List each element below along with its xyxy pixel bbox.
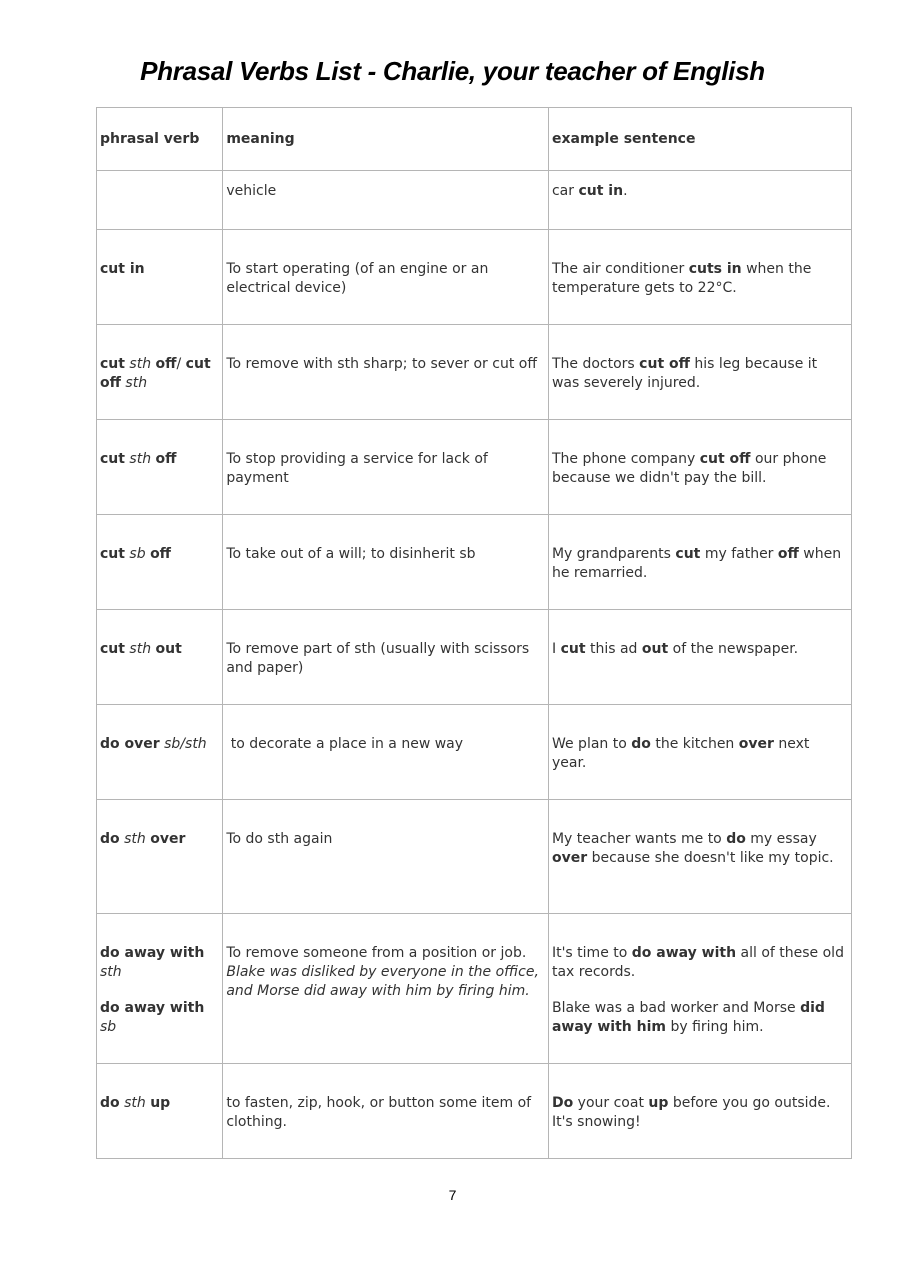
- verb-cell: [97, 171, 223, 230]
- example-cell: My grandparents cut my father off when he remarried.: [548, 515, 851, 610]
- example-cell: We plan to do the kitchen over next year.: [548, 705, 851, 800]
- meaning-cell: to decorate a place in a new way: [223, 705, 549, 800]
- meaning-cell: to fasten, zip, hook, or button some item of clothing.: [223, 1064, 549, 1159]
- meaning-cell: To do sth again: [223, 800, 549, 914]
- example-cell: It's time to do away with all of these old tax records. Blake was a bad worker and Morse did away with him by firing him.: [548, 914, 851, 1064]
- page-number: 7: [448, 1187, 457, 1203]
- example-cell: I cut this ad out of the newspaper.: [548, 610, 851, 705]
- verb-cell: cut sth out: [97, 610, 223, 705]
- meaning-cell: To remove part of sth (usually with scissors and paper): [223, 610, 549, 705]
- header-meaning: meaning: [223, 108, 549, 171]
- table-row: [97, 230, 852, 325]
- table-row: [97, 325, 852, 420]
- verb-cell: cut in: [97, 230, 223, 325]
- page-title: Phrasal Verbs List - Charlie, your teacher of English: [140, 56, 765, 86]
- header-example-sentence: example sentence: [548, 108, 851, 171]
- example-cell: The air conditioner cuts in when the temperature gets to 22°C.: [548, 230, 851, 325]
- verb-cell: do over sb/sth: [97, 705, 223, 800]
- example-cell: car cut in.: [548, 171, 851, 230]
- table-row: [97, 914, 852, 1064]
- meaning-cell: vehicle: [223, 171, 549, 230]
- verb-cell: do sth over: [97, 800, 223, 914]
- table-row: [97, 515, 852, 610]
- table-row: [97, 610, 852, 705]
- example-cell: My teacher wants me to do my essay over because she doesn't like my topic.: [548, 800, 851, 914]
- meaning-cell: To start operating (of an engine or an electrical device): [223, 230, 549, 325]
- example-cell: The doctors cut off his leg because it was severely injured.: [548, 325, 851, 420]
- table-row: [97, 800, 852, 914]
- verb-cell: cut sb off: [97, 515, 223, 610]
- table-row: [97, 705, 852, 800]
- example-cell: The phone company cut off our phone because we didn't pay the bill.: [548, 420, 851, 515]
- table-header-row: [97, 108, 852, 171]
- table-row: [97, 420, 852, 515]
- meaning-cell: To take out of a will; to disinherit sb: [223, 515, 549, 610]
- verb-cell: cut sth off/ cut off sth: [97, 325, 223, 420]
- meaning-cell: To stop providing a service for lack of payment: [223, 420, 549, 515]
- table-row: [97, 1064, 852, 1159]
- verb-cell: do sth up: [97, 1064, 223, 1159]
- example-cell: Do your coat up before you go outside. It's snowing!: [548, 1064, 851, 1159]
- phrasal-verbs-table: [96, 107, 852, 1159]
- meaning-cell: To remove with sth sharp; to sever or cut off: [223, 325, 549, 420]
- table-row: [97, 171, 852, 230]
- meaning-cell: To remove someone from a position or job. Blake was disliked by everyone in the office, and Morse did away with him by firing him.: [223, 914, 549, 1064]
- verb-cell: do away with sth do away with sb: [97, 914, 223, 1064]
- verb-cell: cut sth off: [97, 420, 223, 515]
- header-phrasal-verb: phrasal verb: [97, 108, 223, 171]
